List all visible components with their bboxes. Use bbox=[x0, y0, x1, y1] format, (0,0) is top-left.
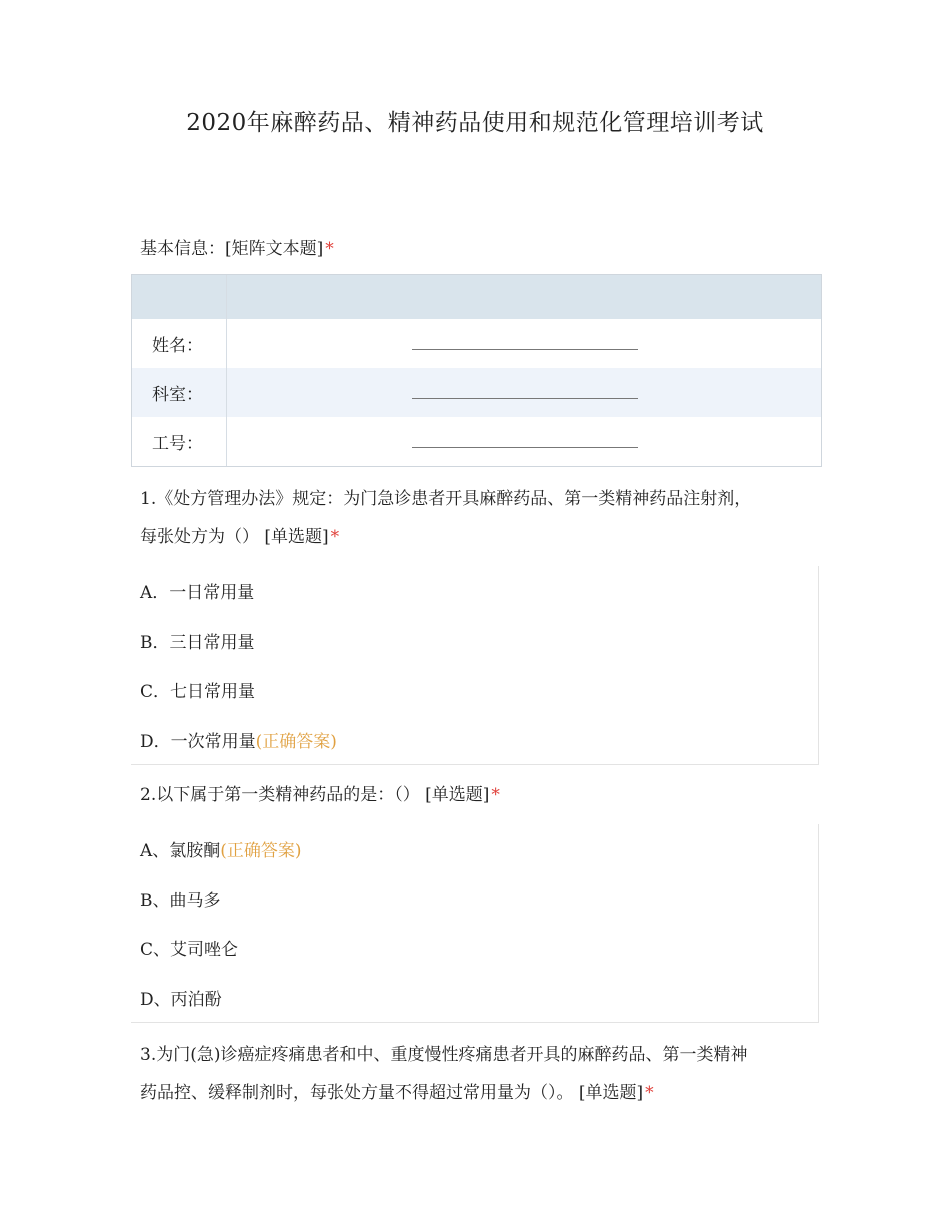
correct-answer-note: (正确答案) bbox=[255, 731, 337, 752]
option-text: C、艾司唑仑 bbox=[140, 940, 239, 961]
input-underline bbox=[412, 349, 638, 350]
option-d[interactable] bbox=[131, 973, 818, 1023]
required-star: * bbox=[491, 785, 500, 805]
required-star: * bbox=[325, 239, 334, 259]
option-b[interactable] bbox=[131, 874, 818, 924]
option-c[interactable] bbox=[131, 665, 818, 715]
option-text: B．三日常用量 bbox=[140, 632, 255, 653]
required-star: * bbox=[330, 527, 340, 547]
page-title: 2020年麻醉药品、精神药品使用和规范化管理培训考试 bbox=[186, 110, 764, 136]
option-text: D．一次常用量 bbox=[140, 731, 256, 752]
matrix-row-name bbox=[132, 319, 821, 368]
matrix-row-label: 姓名： bbox=[132, 319, 227, 368]
name-input[interactable] bbox=[227, 319, 821, 368]
matrix-header-cell bbox=[132, 275, 227, 319]
matrix-row-label: 科室： bbox=[132, 368, 227, 417]
input-underline bbox=[412, 398, 638, 399]
question-3-line-1: 3.为门(急)诊癌症疼痛患者和中、重度慢性疼痛患者开具的麻醉药品、第一类精神 bbox=[140, 1045, 748, 1065]
option-text: D、丙泊酚 bbox=[140, 989, 222, 1010]
matrix-header-row bbox=[132, 275, 821, 319]
matrix-row-department bbox=[132, 368, 821, 417]
question-3-text: 药品控、缓释制剂时，每张处方量不得超过常用量为（）。 [单选题] bbox=[140, 1083, 644, 1103]
basic-info-text: 基本信息：[矩阵文本题] bbox=[140, 239, 324, 259]
basic-info-label bbox=[140, 232, 820, 266]
option-b[interactable] bbox=[131, 616, 818, 666]
correct-answer-note: (正确答案) bbox=[220, 841, 302, 862]
employee-id-input[interactable] bbox=[227, 417, 821, 466]
question-2-line-1 bbox=[140, 778, 820, 812]
option-a[interactable] bbox=[131, 824, 818, 874]
question-2-text: 2.以下属于第一类精神药品的是：（） [单选题] bbox=[140, 785, 490, 805]
question-1-text: 每张处方为（） [单选题] bbox=[140, 527, 329, 547]
option-a[interactable] bbox=[131, 566, 818, 616]
question-2-options bbox=[131, 824, 819, 1023]
question-3-line-2 bbox=[140, 1076, 820, 1110]
question-1-line-2 bbox=[140, 520, 820, 554]
question-1-options bbox=[131, 566, 819, 765]
option-text: A、氯胺酮 bbox=[140, 841, 221, 862]
option-d[interactable] bbox=[131, 715, 818, 765]
matrix-header-cell bbox=[227, 275, 821, 319]
matrix-row-label: 工号： bbox=[132, 417, 227, 466]
required-star: * bbox=[645, 1083, 654, 1103]
question-1-line-1: 1.《处方管理办法》规定：为门急诊患者开具麻醉药品、第一类精神药品注射剂， bbox=[140, 489, 752, 509]
department-input[interactable] bbox=[227, 368, 821, 417]
basic-info-matrix bbox=[131, 274, 822, 467]
option-text: B、曲马多 bbox=[140, 890, 221, 911]
input-underline bbox=[412, 447, 638, 448]
matrix-row-employee-id bbox=[132, 417, 821, 466]
option-c[interactable] bbox=[131, 923, 818, 973]
option-text: A．一日常用量 bbox=[140, 583, 255, 604]
option-text: C．七日常用量 bbox=[140, 682, 256, 703]
